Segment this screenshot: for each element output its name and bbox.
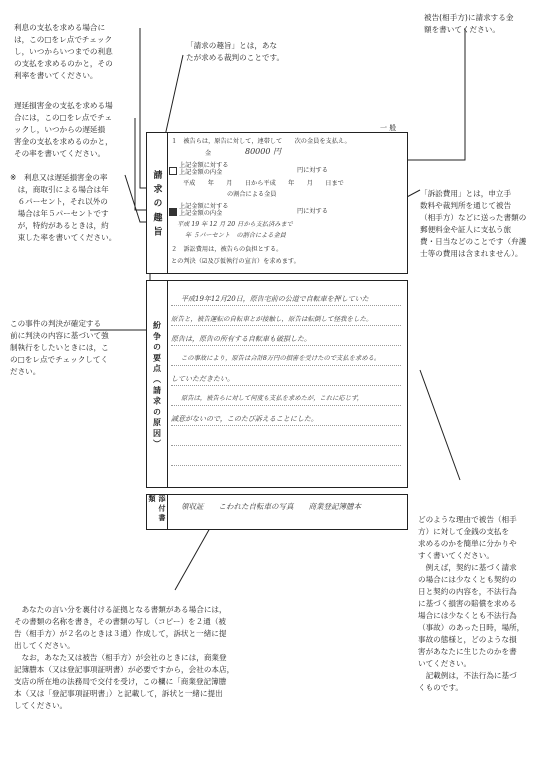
reason-line-1: 平成19年12月20日，原告宅前の公道で自転車を押していた bbox=[181, 295, 369, 303]
attachments-list: 領収証 こわれた自転車の写真 商業登記簿謄本 bbox=[181, 502, 361, 511]
amount-label: 金 bbox=[205, 150, 212, 157]
note-amount: 被告(相手方)に請求する金 額を書いてください。 bbox=[424, 13, 514, 34]
interest-rate: の割合による金員 bbox=[227, 191, 277, 198]
attachments-section bbox=[146, 494, 408, 530]
note-claim-purpose: 「請求の趣旨」とは，あな たが求める裁判のことです。 bbox=[186, 41, 285, 62]
claim-purpose-section bbox=[146, 132, 408, 274]
claim-row-3: との判決（☑及び仮執行の宣言）を求めます。 bbox=[171, 258, 300, 265]
claim-purpose-heading: 請 求 の 趣 旨 bbox=[147, 133, 168, 273]
dispute-points-section bbox=[146, 280, 408, 488]
reason-line-4: この事故により，原告は合計8万円の損害を受けたので支払を求める。 bbox=[181, 355, 381, 362]
delay-damages-checkbox[interactable] bbox=[169, 208, 177, 216]
delay-rate: 年 ５パーセント の割合による金員 bbox=[185, 232, 286, 239]
note-provisional-execution: この事件の判決が確定する 前に判決の内容に基づいて強 制執行をしたいときには，こ の□をレ点でチェックしてく ださい。 bbox=[10, 319, 109, 376]
note-delay-damages: 遅延損害金の支払を求める場 合には，この□をレ点でチェ ックし，いつからの遅延損 害金の支払を求めるのかと， その率を書いてください。 bbox=[14, 101, 113, 158]
interest-basis: 上記金額に対する 上記金額の内金 bbox=[179, 162, 229, 176]
claim-row-2: ２ 訴訟費用は，被告らの負担とする。 bbox=[171, 246, 283, 253]
note-rate: ※ 利息又は遅延損害金の率 は，商取引による場合は年 ６パーセント，それ以外の 場合は年５パーセントです が，特約があるときは，約 束した率を書いてください。 bbox=[10, 173, 117, 242]
reason-line-7: 誠意がないので，このたび訴えることにした。 bbox=[171, 415, 318, 423]
note-interest: 利息の支払を求める場合に は，この□をレ点でチェック し，いつからいつまでの利息 の支払を求めるのかと，その 利率を書いてください。 bbox=[14, 23, 113, 80]
delay-basis: 上記金額に対する 上記金額の内金 bbox=[179, 203, 229, 217]
note-evidence: あなたの言い分を裏付ける証拠となる書類がある場合には， その書類の名称を書き，その書類の写し（コピー）を２通（被 告（相手方）が２名のときは３通）作成して，訴状と一緒に提 出してください。 なお，あなた又は被告（相手方）が会社のときには，商業登 記簿謄本（又は登記事項証明書）が必要ですから，会社の本店， 支店の所在地の法務局で交付を受け，この欄に「商業登記簿謄 本（又は「登記事項証明書」）と記載して，訴状と一緒に提出 してください。 bbox=[14, 605, 235, 710]
amount-value: 80000 円 bbox=[245, 147, 281, 156]
delay-start-date: 平成 19 年 12 月 20 日から支払済みまで bbox=[177, 221, 293, 228]
interest-period: 平成 年 月 日から平成 年 月 日まで bbox=[183, 180, 344, 187]
reason-line-3: 原告は，原告の所有する自転車も破損した。 bbox=[171, 335, 311, 343]
dispute-points-heading: 紛 争 の 要 点 （ 請 求 の 原 因 ） bbox=[147, 281, 168, 487]
interest-amount-suffix: 円に対する bbox=[297, 167, 328, 174]
attachments-heading: 添 付 書 類 bbox=[147, 495, 168, 529]
claim-row-1: １ 被告らは，原告に対して，連帯して 次の金員を支払え。 bbox=[171, 138, 351, 145]
interest-checkbox[interactable] bbox=[169, 167, 177, 175]
reason-line-5: していただきたい。 bbox=[171, 375, 234, 383]
delay-amount-suffix: 円に対する bbox=[297, 208, 328, 215]
note-reason: どのような理由で被告（相手 方）に対して金銭の支払を 求めるのかを簡単に分かりや すく書いてください。 例えば，契約に基づく請求 の場合には少なくとも契約の 日と契約の内容を，不法行為 に基づく損害の賠償を求める 場合には少なくとも不法行為 （事故）のあった日時，場所， 事故の態様と，どのような損 害があなたに生じたのかを書 いてください。 記載例は，不法行為に基づ くものです。 bbox=[418, 515, 525, 692]
form-category-label: 一 般 bbox=[380, 124, 397, 132]
reason-line-6: 原告は，被告らに対して何度も支払を求めたが，これに応じず， bbox=[181, 395, 364, 402]
note-litigation-costs: 「訴訟費用」とは，申立手 数料や裁判所を通じて被告 （相手方）などに送った書類の 郵便料金や証人に支払う旅 費・日当などのことです（弁護 士等の費用は含まれません）。 bbox=[420, 189, 527, 258]
reason-line-2: 原告と，被告運転の自転車とが接触し，原告は転倒して怪我をした。 bbox=[171, 315, 373, 323]
